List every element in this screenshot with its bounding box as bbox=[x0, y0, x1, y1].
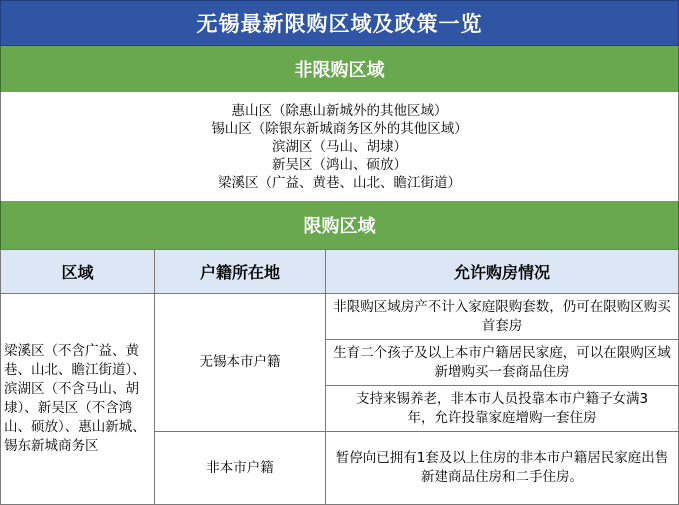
local-rule-1: 非限购区域房产不计入家庭限购套数，仍可在限购区购买首套房 bbox=[325, 293, 679, 340]
list-item: 惠山区（除惠山新城外的其他区域） bbox=[231, 102, 448, 119]
column-header-hukou: 户籍所在地 bbox=[154, 249, 326, 294]
list-item: 梁溪区（广益、黄巷、山北、瞻江街道） bbox=[218, 174, 461, 191]
column-header-region: 区域 bbox=[0, 249, 155, 294]
restricted-heading: 限购区域 bbox=[0, 201, 679, 249]
non-restricted-heading: 非限购区域 bbox=[0, 46, 679, 92]
list-item: 锡山区（除银东新城商务区外的其他区域） bbox=[211, 120, 468, 137]
page-title: 无锡最新限购区域及政策一览 bbox=[0, 0, 679, 46]
local-hukou-cell: 无锡本市户籍 bbox=[154, 293, 326, 432]
restricted-region-cell: 梁溪区（不含广益、黄巷、山北、瞻江街道）、滨湖区（不含马山、胡埭）、新吴区（不含鸿山、硕放）、惠山新城、锡东新城商务区 bbox=[0, 293, 155, 505]
nonlocal-rule: 暂停向已拥有1套及以上住房的非本市户籍居民家庭出售新建商品住房和二手住房。 bbox=[325, 431, 679, 505]
list-item: 滨湖区（马山、胡埭） bbox=[272, 138, 407, 155]
non-restricted-list bbox=[0, 92, 679, 201]
local-rule-3: 支持来锡养老，非本市人员投靠本市户籍子女满3年，允许投靠家庭增购一套住房 bbox=[325, 385, 679, 432]
column-header-allowed: 允许购房情况 bbox=[325, 249, 679, 294]
list-item: 新吴区（鸿山、硕放） bbox=[272, 156, 407, 173]
local-rule-2: 生育二个孩子及以上本市户籍居民家庭，可以在限购区域新增购买一套商品住房 bbox=[325, 339, 679, 386]
nonlocal-hukou-cell: 非本市户籍 bbox=[154, 431, 326, 505]
